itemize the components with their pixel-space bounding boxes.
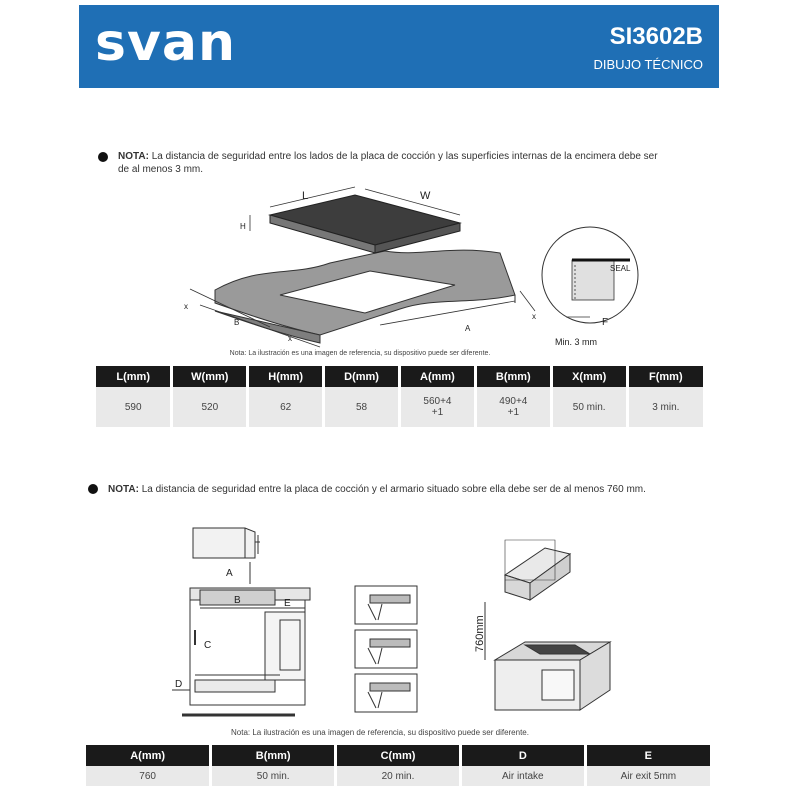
table-row [86, 766, 710, 786]
note-text: La distancia de seguridad entre la placa de cocción y el armario situado sobre ella debe ser de al menos 760 mm. [138, 484, 646, 495]
note-label: NOTA: [108, 484, 139, 495]
table-header-row [86, 745, 710, 766]
hob-glass [270, 195, 460, 253]
spec-table-1 [96, 366, 703, 427]
label-x-right: x [532, 312, 536, 321]
table-header: D [460, 745, 585, 766]
table-cell: 590 [96, 387, 172, 427]
table-header: D(mm) [324, 366, 400, 387]
table-cell: 62 [248, 387, 324, 427]
table-cell: 50 min. [551, 387, 627, 427]
table-cell: 560+4 +1 [400, 387, 476, 427]
label-seal: SEAL [610, 264, 631, 273]
table-header: A(mm) [86, 745, 211, 766]
label-x-left: x [184, 302, 188, 311]
cutout-diagram [170, 185, 650, 350]
table-header-row [96, 366, 703, 387]
table-header: X(mm) [551, 366, 627, 387]
table-cell: 20 min. [336, 766, 461, 786]
seal-detail [542, 227, 638, 323]
note-section2 [108, 483, 683, 496]
cabinet-clearance-diagram [150, 520, 650, 725]
label-H: H [240, 222, 246, 231]
caption-section1: Nota: La ilustración es una imagen de referencia, su dispositivo puede ser diferente. [229, 350, 491, 357]
note-text: La distancia de seguridad entre los lados de la placa de cocción y las superficies internas de la encimera debe ser de al menos 3 mm. [118, 151, 658, 175]
label-F: F [602, 317, 609, 328]
caption-section2: Nota: La ilustración es una imagen de referencia, su dispositivo puede ser diferente. [231, 728, 529, 737]
table-header: E [585, 745, 710, 766]
table-row [96, 387, 703, 427]
label-min-3mm: Min. 3 mm [555, 337, 598, 347]
note-label: NOTA: [118, 151, 149, 162]
bullet-icon [98, 152, 108, 162]
label-A: A [465, 324, 471, 333]
label-W: W [420, 190, 431, 202]
label-B: B [234, 595, 241, 606]
table-header: A(mm) [400, 366, 476, 387]
header-banner [79, 5, 719, 88]
label-E: E [284, 598, 291, 609]
table-cell: 520 [172, 387, 248, 427]
model-number: SI3602B [609, 23, 703, 50]
brand-logo: svan [95, 13, 236, 73]
table-cell: 3 min. [627, 387, 703, 427]
table-cell: 490+4 +1 [475, 387, 551, 427]
section-view [172, 528, 310, 715]
label-B: B [234, 318, 240, 327]
table-cell: 760 [86, 766, 211, 786]
table-header: L(mm) [96, 366, 172, 387]
bullet-icon [88, 484, 98, 494]
label-x-front: x [288, 334, 292, 343]
table-cell: 58 [324, 387, 400, 427]
label-D: D [175, 679, 183, 690]
table-header: F(mm) [627, 366, 703, 387]
table-cell: Air exit 5mm [585, 766, 710, 786]
table-cell: Air intake [460, 766, 585, 786]
label-A: A [226, 568, 233, 579]
label-760mm: 760mm [474, 615, 486, 652]
label-L: L [302, 190, 309, 202]
note-section1 [118, 150, 663, 176]
label-C: C [204, 640, 212, 651]
table-header: W(mm) [172, 366, 248, 387]
detail-boxes [355, 586, 417, 712]
table-header: B(mm) [475, 366, 551, 387]
table-header: H(mm) [248, 366, 324, 387]
table-header: B(mm) [211, 745, 336, 766]
kitchen-perspective [485, 540, 610, 710]
spec-table-2 [86, 745, 710, 786]
table-header: C(mm) [336, 745, 461, 766]
document-type: DIBUJO TÉCNICO [593, 57, 703, 72]
table-cell: 50 min. [211, 766, 336, 786]
